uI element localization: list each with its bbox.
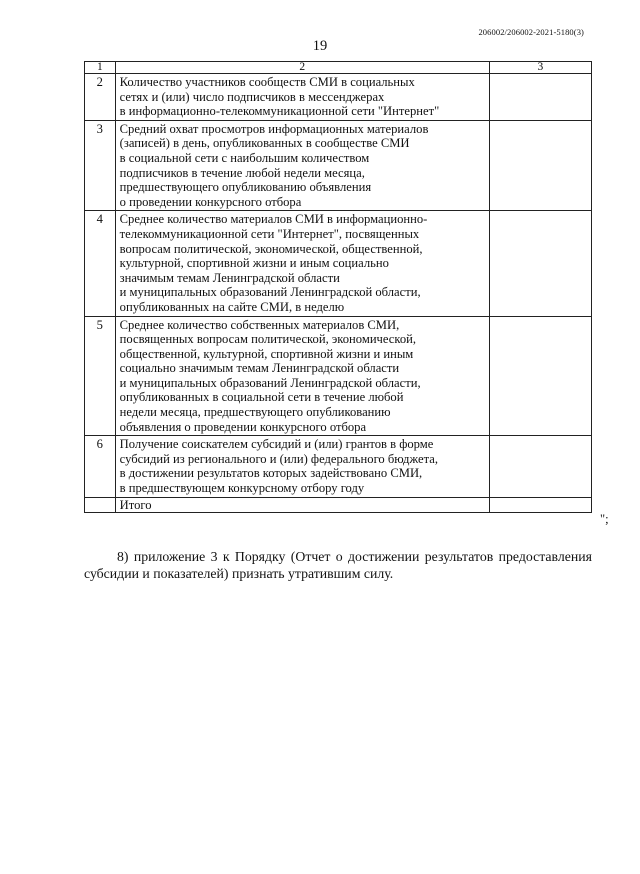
description-line: опубликованных в социальной сети в течение любой bbox=[119, 390, 404, 405]
description-line: общественной, культурной, спортивной жизни и иным bbox=[119, 346, 414, 361]
description-line: недели месяца, предшествующего опубликованию bbox=[119, 405, 391, 420]
description-line: в предшествующем конкурсному отбору году bbox=[119, 481, 365, 496]
row-value bbox=[489, 211, 591, 316]
criteria-table bbox=[84, 61, 592, 513]
row-value bbox=[489, 74, 591, 121]
description-line: Среднее количество материалов СМИ в информационно- bbox=[119, 212, 428, 227]
row-value bbox=[489, 120, 591, 211]
description-line: объявления о проведении конкурсного отбора bbox=[119, 419, 367, 434]
description-line: о проведении конкурсного отбора bbox=[119, 194, 302, 209]
row-number: 4 bbox=[85, 211, 116, 316]
description-line: в информационно-телекоммуникационной сети "Интернет" bbox=[119, 104, 440, 119]
description-line: опубликованных на сайте СМИ, в неделю bbox=[119, 299, 345, 314]
description-line: и муниципальных образований Ленинградской области, bbox=[119, 285, 421, 300]
header-cell-2: 2 bbox=[115, 62, 489, 74]
header-cell-1: 1 bbox=[85, 62, 116, 74]
table-row bbox=[85, 436, 592, 497]
description-line: социально значимым темам Ленинградской области bbox=[119, 361, 400, 376]
total-label: Итого bbox=[115, 497, 489, 513]
total-row bbox=[85, 497, 592, 513]
row-number: 2 bbox=[85, 74, 116, 121]
description-line: телекоммуникационной сети "Интернет", посвященных bbox=[119, 226, 420, 241]
row-number: 3 bbox=[85, 120, 116, 211]
row-description bbox=[115, 316, 489, 436]
description-line: вопросам политической, экономической, общественной, bbox=[119, 241, 423, 256]
description-line: в социальной сети с наибольшим количеством bbox=[119, 150, 370, 165]
description-line: (записей) в день, опубликованных в сообществе СМИ bbox=[119, 136, 410, 151]
row-description bbox=[115, 120, 489, 211]
row-value bbox=[489, 436, 591, 497]
description-line: сетях и (или) число подписчиков в мессенджерах bbox=[119, 89, 385, 104]
header-cell-3: 3 bbox=[489, 62, 591, 74]
table-row bbox=[85, 211, 592, 316]
description-line: Количество участников сообществ СМИ в социальных bbox=[119, 75, 415, 89]
description-line: в достижении результатов которых задействовано СМИ, bbox=[119, 466, 423, 481]
table-header-row bbox=[85, 62, 592, 74]
description-line: Получение соискателем субсидий и (или) грантов в форме bbox=[119, 437, 434, 452]
description-line: Средний охват просмотров информационных материалов bbox=[119, 121, 429, 136]
document-id: 206002/206002-2021-5180(3) bbox=[478, 27, 584, 37]
total-value-cell bbox=[489, 497, 591, 513]
row-number: 6 bbox=[85, 436, 116, 497]
description-line: Среднее количество собственных материалов СМИ, bbox=[119, 317, 400, 332]
row-description bbox=[115, 211, 489, 316]
description-line: и муниципальных образований Ленинградской области, bbox=[119, 375, 421, 390]
row-value bbox=[489, 316, 591, 436]
description-line: значимым темам Ленинградской области bbox=[119, 270, 340, 285]
row-description bbox=[115, 74, 489, 121]
description-line: субсидий из регионального и (или) федерального бюджета, bbox=[119, 451, 438, 466]
table-row bbox=[85, 74, 592, 121]
table-row bbox=[85, 316, 592, 436]
page-number: 19 bbox=[312, 38, 328, 54]
table-row bbox=[85, 120, 592, 211]
row-number: 5 bbox=[85, 316, 116, 436]
amendment-paragraph: 8) приложение 3 к Порядку (Отчет о достижении результатов предоставления субсидии и показателей) признать утратившим силу. bbox=[84, 549, 592, 581]
closing-quote-mark: "; bbox=[600, 512, 609, 526]
table-body bbox=[85, 74, 592, 498]
description-line: посвященных вопросам политической, экономической, bbox=[119, 332, 417, 347]
total-num-cell bbox=[85, 497, 116, 513]
description-line: предшествующего опубликованию объявления bbox=[119, 180, 372, 195]
description-line: культурной, спортивной жизни и иным социально bbox=[119, 256, 389, 271]
description-line: подписчиков в течение любой недели месяца, bbox=[119, 165, 365, 180]
row-description bbox=[115, 436, 489, 497]
